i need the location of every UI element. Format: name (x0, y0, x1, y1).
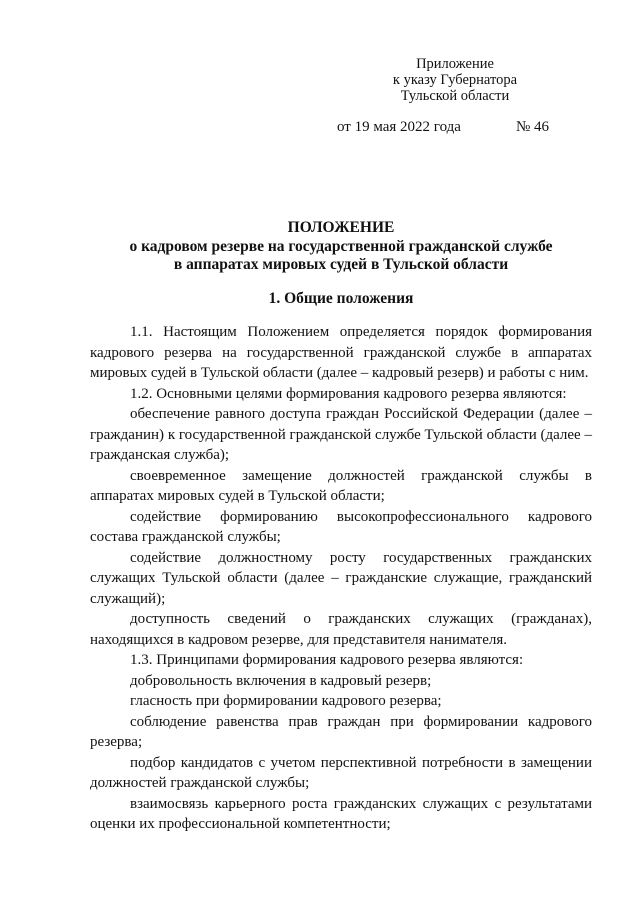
paragraph: 1.3. Принципами формирования кадрового резерва являются: (130, 652, 524, 668)
paragraph: 1.2. Основными целями формирования кадрового резерва являются: (130, 385, 567, 402)
paragraph: содействие должностному росту государственных гражданских служащих Тульской области (далее – гражданские служащие, гражданский служащий); (90, 549, 592, 607)
paragraph: своевременное замещение должностей гражданской службы в аппаратах мировых судей в Тульской области; (90, 467, 592, 504)
paragraph: добровольность включения в кадровый резерв; (130, 672, 432, 689)
document-body (90, 322, 592, 835)
document-title (90, 219, 592, 275)
annex-block (370, 56, 540, 104)
title-line-2: о кадровом резерве на государственной гражданской службе (129, 237, 553, 255)
paragraph: гласность при формировании кадрового резерва; (130, 693, 442, 709)
annex-line-2: к указу Губернатора (392, 72, 518, 88)
annex-line-3: Тульской области (400, 88, 510, 104)
paragraph: обеспечение равного доступа граждан Российской Федерации (далее – гражданин) к государственной гражданской службе Тульской области (далее – гражданская служба); (90, 406, 592, 463)
annex-line-1: Приложение (416, 56, 494, 72)
decree-date: от 19 мая 2022 года (337, 119, 461, 135)
paragraph: доступность сведений о гражданских служащих (гражданах), находящихся в кадровом резерве, для представителя нанимателя. (90, 611, 592, 648)
title-heading: ПОЛОЖЕНИЕ (287, 219, 395, 236)
section-heading: 1. Общие положения (268, 290, 414, 307)
title-line-3: в аппаратах мировых судей в Тульской области (173, 256, 509, 273)
paragraph: подбор кандидатов с учетом перспективной потребности в замещении должностей гражданской службы; (90, 754, 592, 791)
decree-number: № 46 (516, 119, 550, 135)
paragraph: содействие формированию высокопрофессионального кадрового состава гражданской службы; (90, 508, 592, 545)
paragraph: 1.1. Настоящим Положением определяется порядок формирования кадрового резерва на государственной гражданской службе в аппаратах мировых судей в Тульской области (далее – кадровый резерв) и работы с ним. (90, 324, 592, 381)
paragraph: соблюдение равенства прав граждан при формировании кадрового резерва; (90, 713, 592, 750)
paragraph: взаимосвязь карьерного роста гражданских служащих с результатами оценки их профессиональной компетентности; (90, 795, 592, 832)
